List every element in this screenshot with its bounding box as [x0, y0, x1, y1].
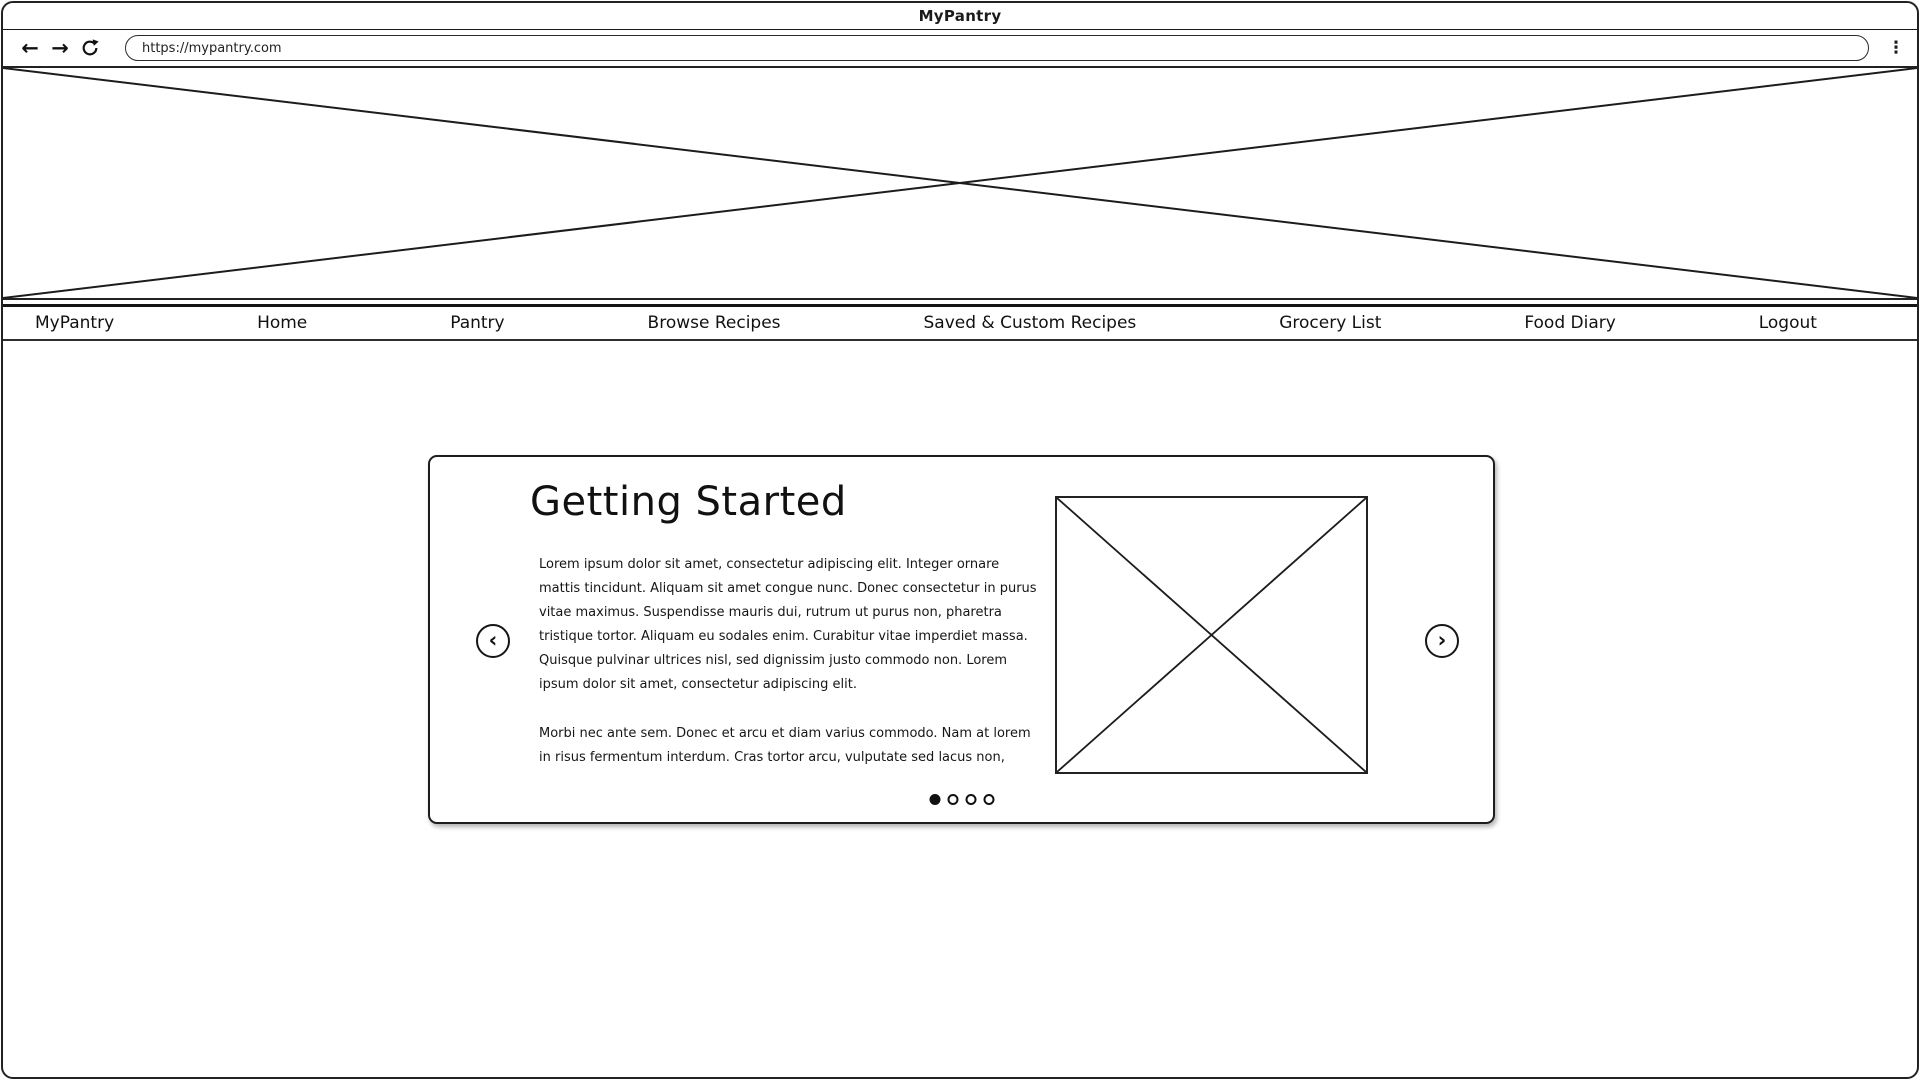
carousel-next-button[interactable]	[1425, 624, 1459, 658]
forward-icon[interactable]: →	[51, 35, 69, 60]
card-body-text	[539, 553, 1041, 770]
nav-item-food-diary[interactable]: Food Diary	[1524, 313, 1616, 333]
card-paragraph-1: Lorem ipsum dolor sit amet, consectetur adipiscing elit. Integer ornare mattis tincidunt. Aliquam sit amet congue nunc. Donec consectetur in purus vitae maximus. Suspendisse mauris dui, rutrum ut purus non, pharetra tristique tortor. Aliquam eu sodales enim. Curabitur vitae imperdiet massa. Quisque pulvinar ultrices nisl, sed dignissim justo commodo non. Lorem ipsum dolor sit amet, consectetur adipiscing elit.	[539, 557, 1037, 692]
nav-item-pantry[interactable]: Pantry	[450, 313, 505, 333]
chevron-left-icon: ‹	[488, 628, 498, 652]
kebab-menu-icon[interactable]: ⋮	[1887, 38, 1905, 58]
carousel-dot-1[interactable]	[929, 794, 940, 805]
site-nav	[3, 304, 1917, 341]
page-content	[3, 341, 1917, 1047]
browser-toolbar	[3, 30, 1917, 66]
nav-item-logout[interactable]: Logout	[1758, 313, 1817, 333]
carousel-dot-3[interactable]	[965, 794, 976, 805]
getting-started-carousel-card	[428, 455, 1495, 824]
card-paragraph-2: Morbi nec ante sem. Donec et arcu et diam varius commodo. Nam at lorem in risus fermentum interdum. Cras tortor arcu, vulputate sed lacus non,	[539, 726, 1031, 765]
carousel-dot-2[interactable]	[947, 794, 958, 805]
url-bar[interactable]	[125, 35, 1869, 61]
refresh-icon[interactable]	[77, 35, 103, 61]
url-text: https://mypantry.com	[142, 40, 282, 56]
nav-brand[interactable]: MyPantry	[35, 313, 115, 333]
hero-image-placeholder	[3, 66, 1917, 300]
card-heading: Getting Started	[530, 479, 847, 525]
nav-item-browse-recipes[interactable]: Browse Recipes	[647, 313, 781, 333]
browser-window	[1, 1, 1919, 1079]
title-bar	[3, 3, 1917, 30]
nav-item-saved-custom-recipes[interactable]: Saved & Custom Recipes	[923, 313, 1137, 333]
carousel-dot-4[interactable]	[983, 794, 994, 805]
back-icon[interactable]: ←	[21, 35, 39, 60]
nav-item-home[interactable]: Home	[257, 313, 308, 333]
image-placeholder-x-icon	[1057, 498, 1366, 772]
carousel-dots	[929, 794, 994, 805]
card-image-placeholder	[1055, 496, 1368, 774]
chevron-right-icon: ›	[1437, 628, 1447, 652]
carousel-prev-button[interactable]	[476, 624, 510, 658]
nav-item-grocery-list[interactable]: Grocery List	[1279, 313, 1382, 333]
window-title: MyPantry	[918, 7, 1002, 25]
image-placeholder-x-icon	[3, 68, 1917, 298]
